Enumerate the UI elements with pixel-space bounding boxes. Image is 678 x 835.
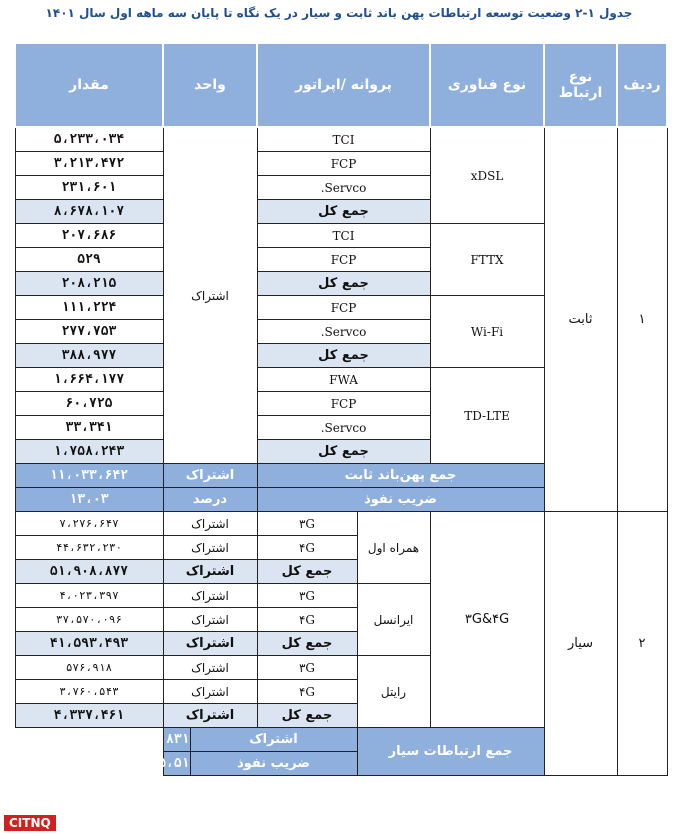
value-cell: ۵،۲۳۳،۰۳۴ xyxy=(15,127,163,152)
tech-mobile: ۳G&۴G xyxy=(430,512,544,728)
mobile-sum-value: ۹۷،۸۳۹،۸۳۱ xyxy=(163,728,190,752)
gen-cell: ۴G xyxy=(257,680,357,704)
op-cell: FCP xyxy=(257,248,430,272)
fixed-sum-unit: اشتراک xyxy=(163,464,257,488)
header-operator: پروانه /اپراتور xyxy=(257,43,430,127)
unit-cell: اشتراک xyxy=(163,584,257,608)
value-cell: ۷،۲۷۶،۶۴۷ xyxy=(15,512,163,536)
fixed-pen-unit: درصد xyxy=(163,488,257,512)
mobile-sum-unit: اشتراک xyxy=(190,728,357,752)
value-cell: ۴۴،۶۳۲،۲۳۰ xyxy=(15,536,163,560)
total-label: جمع کل xyxy=(257,704,357,728)
header-unit: واحد xyxy=(163,43,257,127)
op-cell: FCP xyxy=(257,392,430,416)
citna-logo: CITNQ xyxy=(4,815,56,831)
fixed-pen-value: ۱۳،۰۳ xyxy=(15,488,163,512)
mobile-pen-value: ۱۱۵،۵۱ xyxy=(163,752,190,776)
total-value: ۵۱،۹۰۸،۸۷۷ xyxy=(15,560,163,584)
conn-type-mobile: سیار xyxy=(544,512,617,776)
op-cell: Servco. xyxy=(257,176,430,200)
header-conn-type: نوع ارتباط xyxy=(544,43,617,127)
fixed-pen-label: ضریب نفوذ xyxy=(257,488,544,512)
value-cell: ۵۷۶،۹۱۸ xyxy=(15,656,163,680)
total-label: جمع کل xyxy=(257,272,430,296)
table-caption: جدول ۱-۲ وضعیت توسعه ارتباطات پهن باند ثابت و سیار در یک نگاه تا پایان سه ماهه اول سال ۱۴۰۱ xyxy=(45,6,633,20)
op-cell: TCI xyxy=(257,224,430,248)
operator-irancell: ایرانسل xyxy=(357,584,430,656)
value-cell: ۴،۰۲۳،۳۹۷ xyxy=(15,584,163,608)
mobile-pen-label: ضریب نفوذ xyxy=(190,752,357,776)
operator-rightel: رایتل xyxy=(357,656,430,728)
total-value: ۳۸۸،۹۷۷ xyxy=(15,344,163,368)
gen-cell: ۴G xyxy=(257,536,357,560)
value-cell: ۳،۲۱۳،۴۷۲ xyxy=(15,152,163,176)
total-unit: اشتراک xyxy=(163,704,257,728)
op-cell: FCP xyxy=(257,296,430,320)
value-cell: ۲۳۱،۶۰۱ xyxy=(15,176,163,200)
radif-mobile: ۲ xyxy=(617,512,667,776)
total-label: جمع کل xyxy=(257,344,430,368)
value-cell: ۱،۶۶۴،۱۷۷ xyxy=(15,368,163,392)
tech-wifi: Wi-Fi xyxy=(430,296,544,368)
broadband-table xyxy=(14,42,668,776)
fixed-sum-value: ۱۱،۰۳۳،۶۴۲ xyxy=(15,464,163,488)
gen-cell: ۴G xyxy=(257,608,357,632)
value-cell: ۲۰۷،۶۸۶ xyxy=(15,224,163,248)
op-cell: Servco. xyxy=(257,416,430,440)
value-cell: ۲۷۷،۷۵۳ xyxy=(15,320,163,344)
value-cell: ۶۰،۷۲۵ xyxy=(15,392,163,416)
gen-cell: ۳G xyxy=(257,512,357,536)
total-value: ۸،۶۷۸،۱۰۷ xyxy=(15,200,163,224)
value-cell: ۵۲۹ xyxy=(15,248,163,272)
total-unit: اشتراک xyxy=(163,632,257,656)
gen-cell: ۳G xyxy=(257,656,357,680)
total-label: جمع کل xyxy=(257,200,430,224)
conn-type-fixed: ثابت xyxy=(544,127,617,512)
header-amount: مقدار xyxy=(15,43,163,127)
op-cell: FWA xyxy=(257,368,430,392)
value-cell: ۳،۷۶۰،۵۴۳ xyxy=(15,680,163,704)
op-cell: Servco. xyxy=(257,320,430,344)
unit-cell: اشتراک xyxy=(163,680,257,704)
total-label: جمع کل xyxy=(257,632,357,656)
op-cell: TCI xyxy=(257,127,430,152)
unit-cell: اشتراک xyxy=(163,656,257,680)
total-value: ۲۰۸،۲۱۵ xyxy=(15,272,163,296)
total-value: ۱،۷۵۸،۲۴۳ xyxy=(15,440,163,464)
unit-cell: اشتراک xyxy=(163,608,257,632)
total-label: جمع کل xyxy=(257,440,430,464)
unit-cell: اشتراک xyxy=(163,512,257,536)
unit-cell: اشتراک xyxy=(163,536,257,560)
value-cell: ۳۷،۵۷۰،۰۹۶ xyxy=(15,608,163,632)
tech-fttx: FTTX xyxy=(430,224,544,296)
header-tech: نوع فناوری xyxy=(430,43,544,127)
radif-fixed: ۱ xyxy=(617,127,667,512)
total-value: ۴۱،۵۹۳،۴۹۳ xyxy=(15,632,163,656)
unit-fixed: اشتراک xyxy=(163,127,257,464)
value-cell: ۳۳،۳۴۱ xyxy=(15,416,163,440)
tech-tdlte: TD-LTE xyxy=(430,368,544,464)
fixed-sum-label: جمع پهن‌باند ثابت xyxy=(257,464,544,488)
mobile-sum-label: جمع ارتباطات سیار xyxy=(357,728,544,776)
total-value: ۴،۳۳۷،۴۶۱ xyxy=(15,704,163,728)
value-cell: ۱۱۱،۲۲۴ xyxy=(15,296,163,320)
total-unit: اشتراک xyxy=(163,560,257,584)
total-label: جمع کل xyxy=(257,560,357,584)
header-radif: ردیف xyxy=(617,43,667,127)
gen-cell: ۳G xyxy=(257,584,357,608)
op-cell: FCP xyxy=(257,152,430,176)
operator-mci: همراه اول xyxy=(357,512,430,584)
tech-xdsl: xDSL xyxy=(430,127,544,224)
